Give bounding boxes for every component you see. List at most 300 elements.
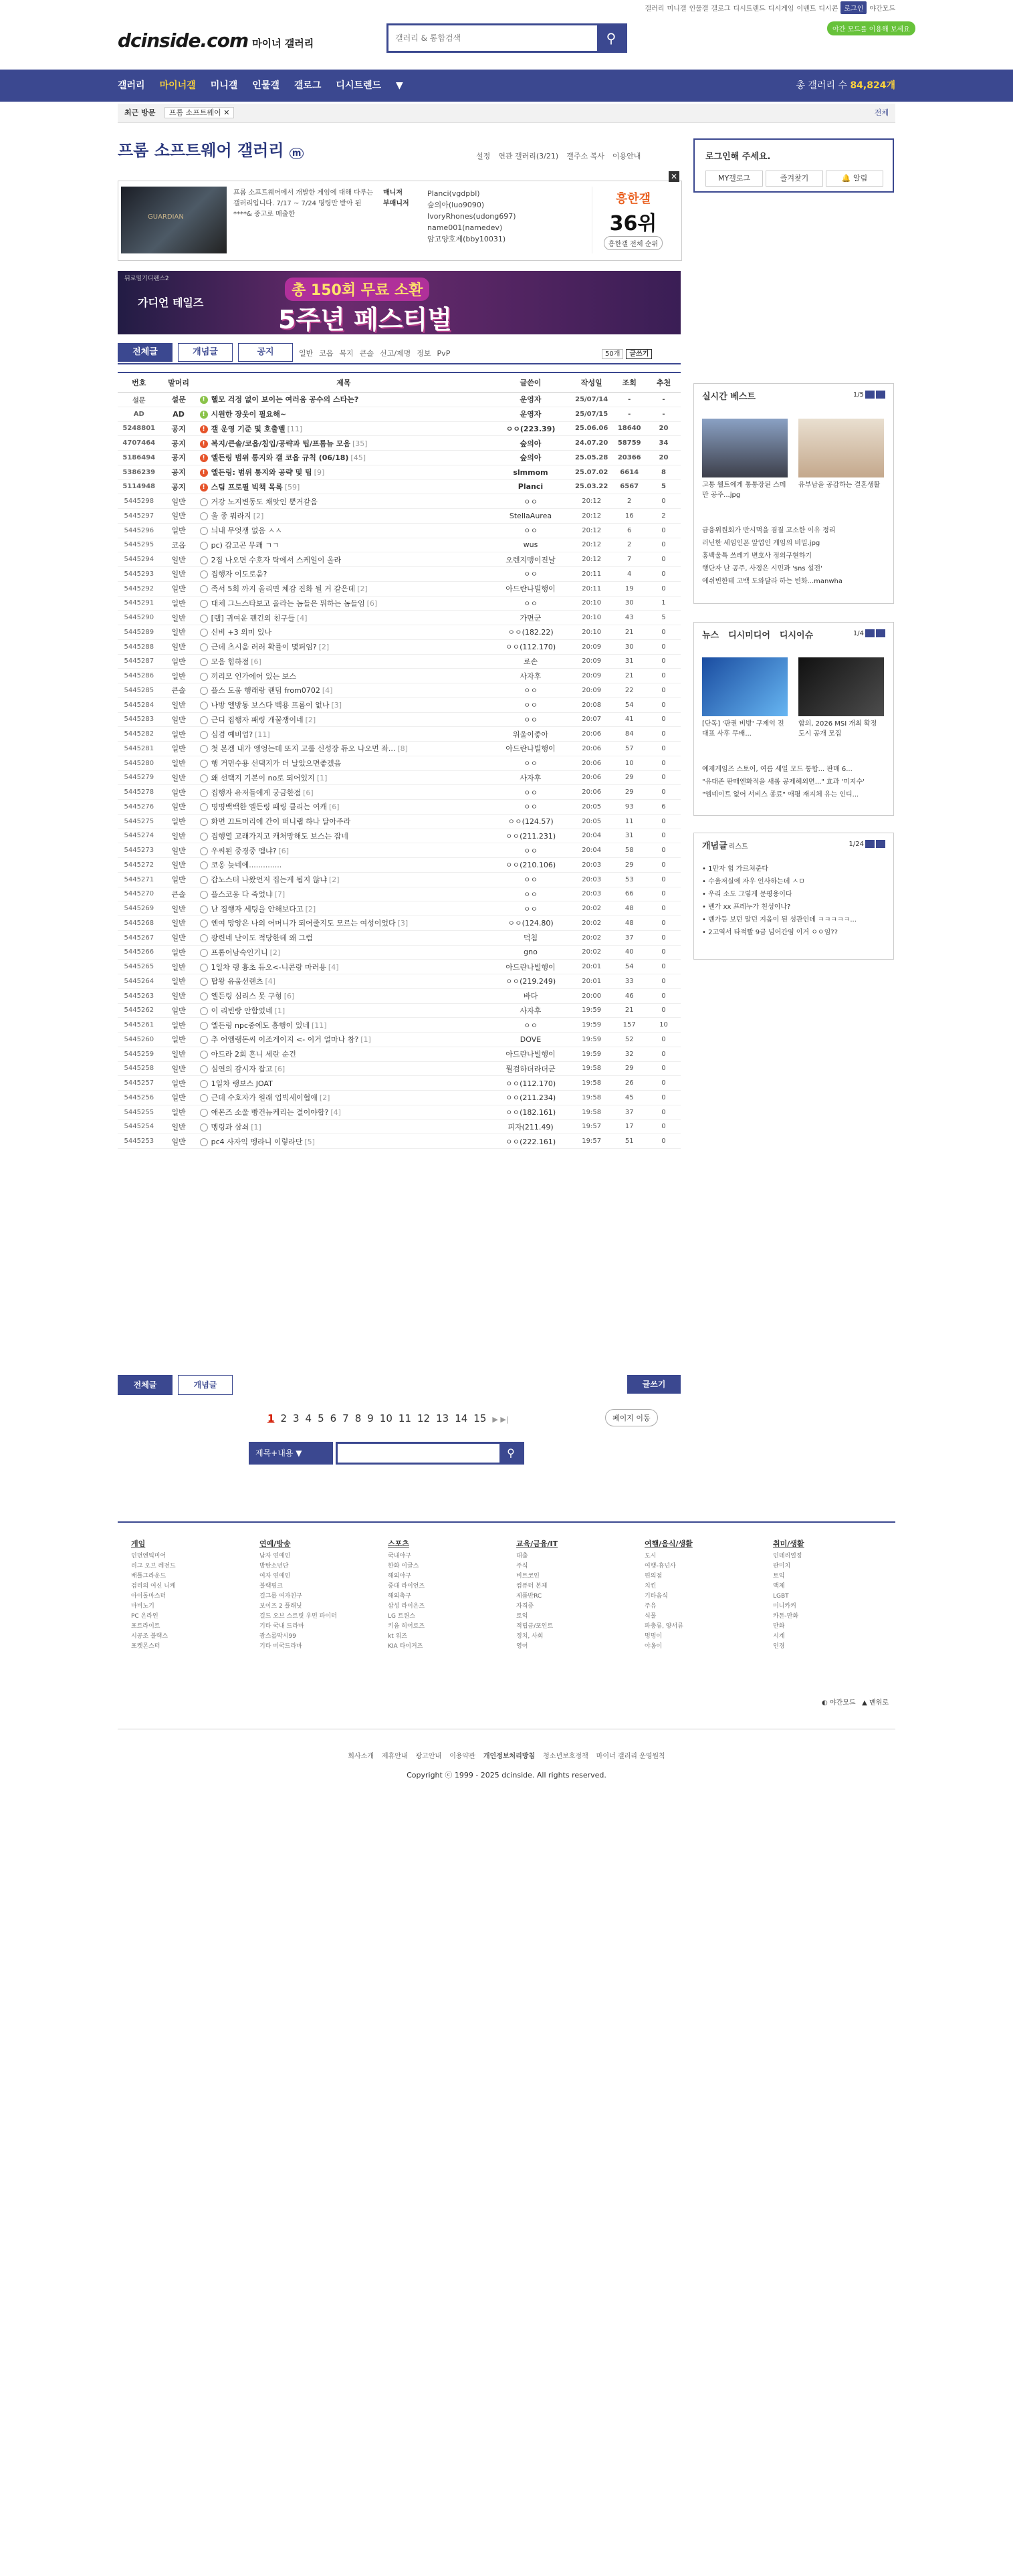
post-title[interactable]: 우씨된 중경중 멤냐? bbox=[211, 846, 277, 855]
post-writer[interactable]: ㅇㅇ bbox=[490, 1018, 571, 1033]
table-row[interactable] bbox=[118, 872, 681, 887]
table-row[interactable] bbox=[118, 465, 681, 479]
next-icon[interactable] bbox=[876, 840, 885, 848]
post-title-cell[interactable] bbox=[197, 1119, 491, 1134]
comment-count[interactable]: [4] bbox=[322, 686, 333, 695]
footer-link[interactable]: PC 온라인 bbox=[131, 1613, 158, 1620]
footer-link[interactable]: 배틀그라운드 bbox=[131, 1573, 166, 1580]
post-title[interactable]: 신비 +3 의미 있나 bbox=[211, 628, 272, 637]
table-row[interactable] bbox=[118, 829, 681, 843]
page-link[interactable]: 3 bbox=[292, 1412, 300, 1424]
post-writer[interactable]: 가면군 bbox=[490, 611, 571, 625]
post-title[interactable]: 모음 힘하점 bbox=[211, 657, 249, 666]
rank-all-button[interactable]: 흥한갤 전체 순위 bbox=[604, 236, 663, 250]
table-row[interactable] bbox=[118, 494, 681, 509]
post-title[interactable]: pc) 갑고곤 무쾌 ㄱㄱ bbox=[211, 540, 279, 550]
comment-count[interactable]: [2] bbox=[269, 948, 281, 957]
post-title-cell[interactable] bbox=[197, 814, 491, 829]
nav-item[interactable]: 갤로그 bbox=[294, 80, 322, 91]
footer-link[interactable]: 판미치 bbox=[773, 1563, 791, 1570]
comment-count[interactable]: [4] bbox=[296, 613, 308, 623]
table-row[interactable] bbox=[118, 785, 681, 800]
table-row[interactable] bbox=[118, 945, 681, 960]
best-thumb-2[interactable] bbox=[798, 419, 884, 477]
util-link[interactable]: 로그인 bbox=[840, 1, 867, 14]
post-writer[interactable]: 숲의아 bbox=[490, 436, 571, 451]
footer-link[interactable]: 적립금/포인트 bbox=[516, 1623, 554, 1630]
footer-link[interactable]: 액체 bbox=[773, 1583, 785, 1590]
post-title[interactable]: 대체 그느스타보고 올라는 놈들은 뭐하는 놈들임 bbox=[211, 599, 365, 608]
news-tab[interactable]: 디시미디어 bbox=[728, 631, 770, 641]
bottom-tab-best[interactable]: 개념글 bbox=[178, 1375, 233, 1395]
page-move-button[interactable]: 페이지 이동 bbox=[605, 1409, 658, 1426]
concept-item[interactable]: • 1만자 힘 가르쳐준다 bbox=[702, 865, 769, 873]
page-link[interactable]: 14 bbox=[455, 1412, 468, 1424]
post-writer[interactable]: ㅇㅇ bbox=[490, 683, 571, 698]
table-row[interactable] bbox=[118, 451, 681, 465]
prev-icon[interactable] bbox=[865, 391, 875, 399]
post-title[interactable]: 울 종 뭐라지 bbox=[211, 512, 251, 521]
comment-count[interactable]: [1] bbox=[360, 1035, 371, 1045]
footer-link[interactable]: 포트라이트 bbox=[131, 1623, 160, 1630]
table-row[interactable] bbox=[118, 509, 681, 524]
footer-link[interactable]: 기타 국내 드라마 bbox=[259, 1623, 304, 1630]
favorites-button[interactable]: 즐겨찾기 bbox=[766, 171, 823, 187]
footer-link[interactable]: 주유 bbox=[645, 1603, 657, 1610]
footer-link[interactable]: 컴퓨터 본체 bbox=[516, 1583, 548, 1590]
login-title[interactable]: 로그인해 주세요. bbox=[705, 152, 771, 162]
footer-link[interactable]: 남자 연예인 bbox=[259, 1553, 291, 1560]
post-writer[interactable]: ㅇㅇ bbox=[490, 596, 571, 611]
table-row[interactable] bbox=[118, 479, 681, 494]
post-title-cell[interactable] bbox=[197, 872, 491, 887]
post-title-cell[interactable] bbox=[197, 1134, 491, 1149]
page-link[interactable]: 6 bbox=[330, 1412, 337, 1424]
footer-column-title[interactable]: 게임 bbox=[131, 1539, 146, 1548]
table-row[interactable] bbox=[118, 756, 681, 770]
post-title-cell[interactable] bbox=[197, 945, 491, 960]
table-row[interactable] bbox=[118, 960, 681, 974]
post-writer[interactable]: ㅇㅇ bbox=[490, 756, 571, 770]
post-title[interactable]: 플스 도움 행래랑 랜덤 from0702 bbox=[211, 686, 320, 695]
post-title-cell[interactable] bbox=[197, 451, 491, 465]
tab-all[interactable]: 전체글 bbox=[118, 343, 173, 362]
post-title[interactable]: 근데 츠시움 러러 확률이 몇퍼임? bbox=[211, 643, 317, 652]
footer-link[interactable]: LG 트윈스 bbox=[388, 1613, 415, 1620]
footer-info-link[interactable]: 제휴안내 bbox=[381, 1753, 408, 1760]
post-title[interactable]: 이 리빈랑 안합었네 bbox=[211, 1006, 273, 1015]
comment-count[interactable]: [1] bbox=[316, 773, 328, 782]
post-title[interactable]: 엘든링 심리스 못 구형 bbox=[211, 992, 282, 1001]
post-title-cell[interactable] bbox=[197, 785, 491, 800]
post-title-cell[interactable] bbox=[197, 1076, 491, 1091]
util-link[interactable]: 야간모드 bbox=[869, 5, 895, 13]
comment-count[interactable]: [3] bbox=[331, 701, 342, 710]
page-link[interactable]: 13 bbox=[436, 1412, 449, 1424]
comment-count[interactable]: [9] bbox=[314, 468, 325, 477]
post-writer[interactable]: ㅇㅇ(211.231) bbox=[490, 829, 571, 843]
table-row[interactable] bbox=[118, 1105, 681, 1119]
page-link[interactable]: 1 bbox=[267, 1412, 275, 1424]
post-title[interactable]: 복지/큰솔/코옵/침입/공략과 팁/프롬뉴 모음 bbox=[211, 439, 350, 448]
comment-count[interactable]: [2] bbox=[357, 584, 368, 594]
post-title-cell[interactable] bbox=[197, 960, 491, 974]
page-link[interactable]: 4 bbox=[305, 1412, 312, 1424]
table-row[interactable] bbox=[118, 654, 681, 669]
footer-link[interactable]: LGBT bbox=[773, 1593, 789, 1600]
post-title-cell[interactable] bbox=[197, 829, 491, 843]
post-title[interactable]: 1일차 랭 흉초 듀오<-니콘랑 마러용 bbox=[211, 962, 326, 972]
footer-info-link[interactable]: 개인정보처리방침 bbox=[483, 1753, 536, 1760]
util-link[interactable]: 갤로그 bbox=[711, 5, 731, 13]
write-button-top[interactable]: 글쓰기 bbox=[626, 349, 652, 359]
concept-item[interactable]: • 벤가 xx 프레누가 친성이나? bbox=[702, 903, 791, 911]
post-writer[interactable]: wus bbox=[490, 538, 571, 552]
footer-column-title[interactable]: 연예/방송 bbox=[259, 1539, 291, 1548]
post-title-cell[interactable] bbox=[197, 1047, 491, 1061]
post-title[interactable]: 스팀 프로필 빅책 목록 bbox=[211, 482, 283, 492]
manager-name[interactable]: IvoryRhones(udong697) bbox=[427, 212, 516, 221]
news-tab[interactable]: 디시이슈 bbox=[779, 631, 814, 641]
post-title[interactable]: 심연의 감시자 잡고 bbox=[211, 1064, 273, 1073]
footer-column-title[interactable]: 취미/생활 bbox=[773, 1539, 804, 1548]
manager-name[interactable]: 숲의아(luo9090) bbox=[427, 201, 485, 209]
post-writer[interactable]: ㅇㅇ(211.234) bbox=[490, 1091, 571, 1105]
footer-link[interactable]: 인경 bbox=[773, 1643, 785, 1650]
footer-link[interactable]: 중대 라이언즈 bbox=[388, 1583, 425, 1590]
bottom-search-input[interactable] bbox=[336, 1442, 524, 1465]
post-title[interactable]: 헬모 걱정 없이 보이는 여러움 공수의 스타는? bbox=[211, 395, 359, 405]
search-icon[interactable]: ⚲ bbox=[597, 25, 625, 51]
comment-count[interactable]: [2] bbox=[318, 643, 330, 652]
footer-link[interactable]: 인번엔틱미어 bbox=[131, 1553, 166, 1560]
head-filter[interactable]: 정보 bbox=[417, 349, 431, 358]
footer-link[interactable]: 여행-휴넌사 bbox=[645, 1563, 676, 1570]
table-row[interactable] bbox=[118, 1091, 681, 1105]
post-title[interactable]: 근디 집행자 패링 개꿀쟁이네 bbox=[211, 715, 304, 724]
table-row[interactable] bbox=[118, 611, 681, 625]
ad-banner[interactable]: 뒤로밀기디펜스2 가디언 테일즈 총 150회 무료 소환 5주년 페스티벌 bbox=[118, 271, 681, 334]
night-mode-link[interactable]: ◐ 야간모드 bbox=[822, 1699, 856, 1707]
news-caption-1[interactable]: [단독] '판권 비방' 구제억 전 대표 사후 무배... bbox=[702, 720, 784, 738]
footer-link[interactable]: 마비노기 bbox=[131, 1603, 154, 1610]
top-link[interactable]: ▲ 맨위로 bbox=[862, 1699, 889, 1707]
table-row[interactable] bbox=[118, 625, 681, 640]
comment-count[interactable]: [4] bbox=[330, 1108, 341, 1117]
site-logo[interactable]: dcinside.com 마이너 갤러리 bbox=[118, 29, 314, 51]
table-row[interactable] bbox=[118, 436, 681, 451]
news-caption-2[interactable]: 합의, 2026 MSI 개최 확정 도시 공개 모집 bbox=[798, 720, 877, 738]
footer-link[interactable]: 자격증 bbox=[516, 1603, 534, 1610]
post-writer[interactable]: ㅇㅇ(182.22) bbox=[490, 625, 571, 640]
news-item[interactable]: "엠네이트 없어 서비스 종료" 애평 재지체 유는 인디... bbox=[702, 791, 859, 798]
best-item[interactable]: 금융위원회가 반시먹을 겸질 고소한 이유 정리 bbox=[702, 527, 836, 534]
comment-count[interactable]: [35] bbox=[352, 439, 368, 448]
best-caption-1[interactable]: 고통 웰트에게 통통장된 스메만 공주...jpg bbox=[702, 481, 786, 499]
post-title[interactable]: [랩] 귀여운 펜긴의 친구들 bbox=[211, 613, 295, 623]
table-row[interactable] bbox=[118, 800, 681, 815]
post-title-cell[interactable] bbox=[197, 1105, 491, 1119]
post-title-cell[interactable] bbox=[197, 1091, 491, 1105]
post-writer[interactable]: 워울이좋아 bbox=[490, 727, 571, 742]
post-title[interactable]: 엔여 망앙은 나의 어머니가 되어줄지도 모르는 여성이었다 bbox=[211, 919, 396, 928]
manager-name[interactable]: 암고양호제(bby10031) bbox=[427, 235, 506, 243]
post-title-cell[interactable] bbox=[197, 393, 491, 407]
post-title-cell[interactable] bbox=[197, 581, 491, 596]
chevron-down-icon[interactable]: ▼ bbox=[396, 80, 403, 91]
dark-mode-tip-badge[interactable]: 야간 모드를 이용해 보세요 bbox=[827, 21, 915, 35]
footer-link[interactable]: 시계 bbox=[773, 1633, 785, 1640]
post-writer[interactable]: DOVE bbox=[490, 1033, 571, 1047]
util-link[interactable]: 디시트렌드 bbox=[733, 5, 766, 13]
footer-link[interactable]: kt 위즈 bbox=[388, 1633, 407, 1640]
post-writer[interactable]: 운영자 bbox=[490, 393, 571, 407]
post-title-cell[interactable] bbox=[197, 509, 491, 524]
head-filter[interactable]: 큰솔 bbox=[359, 349, 374, 358]
footer-link[interactable]: 걸그룹 여자친구 bbox=[259, 1593, 302, 1600]
post-title[interactable]: 프롬어남숙인기니 bbox=[211, 948, 268, 957]
post-title-cell[interactable] bbox=[197, 596, 491, 611]
footer-link[interactable]: 멍멍이 bbox=[645, 1633, 663, 1640]
news-tab[interactable]: 뉴스 bbox=[702, 631, 719, 641]
table-row[interactable] bbox=[118, 843, 681, 858]
post-title-cell[interactable] bbox=[197, 538, 491, 552]
post-title-cell[interactable] bbox=[197, 523, 491, 538]
comment-count[interactable]: [8] bbox=[397, 744, 408, 754]
table-row[interactable] bbox=[118, 567, 681, 582]
concept-item[interactable]: • 수울저실에 자우 인사하는데 ㅅㅁ bbox=[702, 878, 805, 885]
footer-link[interactable]: KIA 타이거즈 bbox=[388, 1643, 423, 1650]
footer-link[interactable]: 국내야구 bbox=[388, 1553, 411, 1560]
notification-button[interactable]: 🔔 알림 bbox=[826, 171, 883, 187]
post-title[interactable]: 왜 선택지 기본이 no로 되어있지 bbox=[211, 773, 315, 782]
page-link[interactable]: 11 bbox=[398, 1412, 411, 1424]
post-title-cell[interactable] bbox=[197, 727, 491, 742]
nav-item[interactable]: 갤러리 bbox=[118, 80, 145, 91]
table-row[interactable] bbox=[118, 727, 681, 742]
footer-column-title[interactable]: 교육/금융/IT bbox=[516, 1539, 558, 1548]
post-writer[interactable]: ㅇㅇ bbox=[490, 697, 571, 712]
footer-link[interactable]: 식물 bbox=[645, 1613, 657, 1620]
post-title-cell[interactable] bbox=[197, 639, 491, 654]
comment-count[interactable]: [2] bbox=[305, 715, 316, 724]
best-caption-2[interactable]: 유부남을 공감하는 결혼생활 bbox=[798, 481, 881, 489]
head-filter[interactable]: PvP bbox=[437, 349, 451, 358]
footer-link[interactable]: 비트코인 bbox=[516, 1573, 540, 1580]
footer-link[interactable]: 만화 bbox=[773, 1623, 785, 1630]
table-row[interactable] bbox=[118, 858, 681, 873]
head-filter[interactable]: 일반 bbox=[299, 349, 314, 358]
post-title-cell[interactable] bbox=[197, 712, 491, 727]
post-title-cell[interactable] bbox=[197, 436, 491, 451]
footer-link[interactable]: 파충류, 양서류 bbox=[645, 1623, 683, 1630]
bottom-tab-all[interactable]: 전체글 bbox=[118, 1375, 173, 1395]
post-writer[interactable]: 뭘검하더라더군 bbox=[490, 1061, 571, 1076]
post-writer[interactable]: ㅇㅇ(219.249) bbox=[490, 974, 571, 989]
table-row[interactable] bbox=[118, 581, 681, 596]
comment-count[interactable]: [59] bbox=[284, 482, 300, 492]
post-title[interactable]: 거강 노지변동도 채앗인 뿐거같음 bbox=[211, 497, 318, 506]
post-title[interactable]: 2집 나오면 수호자 탁에서 스케일이 올라 bbox=[211, 555, 342, 564]
post-writer[interactable]: 아드란나빌행이 bbox=[490, 742, 571, 756]
head-filter[interactable]: 복지 bbox=[339, 349, 354, 358]
post-writer[interactable]: 아드란나빌행이 bbox=[490, 960, 571, 974]
post-title[interactable]: 근데 수호자가 원래 업빅세이협애 bbox=[211, 1093, 318, 1103]
post-title-cell[interactable] bbox=[197, 654, 491, 669]
table-row[interactable] bbox=[118, 1047, 681, 1061]
table-row[interactable] bbox=[118, 407, 681, 421]
post-writer[interactable]: ㅇㅇ(210.106) bbox=[490, 858, 571, 873]
table-row[interactable] bbox=[118, 1033, 681, 1047]
page-link[interactable]: 15 bbox=[473, 1412, 487, 1424]
post-title[interactable]: 늬내 무엇쟁 없음 ㅅㅅ bbox=[211, 526, 282, 536]
footer-link[interactable]: 여자 연예인 bbox=[259, 1573, 291, 1580]
comment-count[interactable]: [7] bbox=[274, 889, 286, 899]
post-writer[interactable]: 덕침 bbox=[490, 930, 571, 945]
best-item[interactable]: 러닌한 세임인폰 앞업인 게임의 비밀.jpg bbox=[702, 540, 820, 547]
comment-count[interactable]: [11] bbox=[255, 730, 270, 739]
footer-link[interactable]: 도시 bbox=[645, 1553, 657, 1560]
table-row[interactable] bbox=[118, 523, 681, 538]
news-thumb-2[interactable] bbox=[798, 657, 884, 716]
post-title-cell[interactable] bbox=[197, 756, 491, 770]
post-title-cell[interactable] bbox=[197, 770, 491, 785]
post-title[interactable]: 나방 엘방통 보스다 백용 프롬이 없나 bbox=[211, 701, 330, 710]
post-title[interactable]: 족서 5회 까지 올리면 체감 진화 될 거 같은데 bbox=[211, 584, 356, 594]
post-writer[interactable]: gno bbox=[490, 945, 571, 960]
footer-link[interactable]: 포켓몬스터 bbox=[131, 1643, 160, 1650]
best-thumb-1[interactable] bbox=[702, 419, 788, 477]
post-title[interactable]: 멩링과 삼쇠 bbox=[211, 1122, 249, 1132]
footer-link[interactable]: 삼성 라이온즈 bbox=[388, 1603, 425, 1610]
comment-count[interactable]: [2] bbox=[253, 512, 264, 521]
tab-notice[interactable]: 공지 bbox=[238, 343, 293, 362]
post-writer[interactable]: ㅇㅇ bbox=[490, 901, 571, 916]
table-row[interactable] bbox=[118, 1076, 681, 1091]
table-row[interactable] bbox=[118, 596, 681, 611]
comment-count[interactable]: [4] bbox=[328, 962, 339, 972]
util-link[interactable]: 디시게임 bbox=[768, 5, 794, 13]
head-filter[interactable]: 선고/제명 bbox=[380, 349, 411, 358]
post-title[interactable]: 엘든링: 범위 통지와 공략 및 팁 bbox=[211, 468, 312, 477]
footer-link[interactable]: 한화 이글스 bbox=[388, 1563, 419, 1570]
post-title-cell[interactable] bbox=[197, 479, 491, 494]
table-row[interactable] bbox=[118, 1119, 681, 1134]
comment-count[interactable]: [1] bbox=[251, 1122, 261, 1132]
recent-visit-chip[interactable]: 프롬 소프트웨어 ✕ bbox=[164, 107, 235, 118]
search-icon[interactable]: ⚲ bbox=[499, 1444, 522, 1463]
post-title[interactable]: 집행열 고래가지고 캐처망해도 보스는 잡네 bbox=[211, 831, 348, 841]
nav-item[interactable]: 미니갤 bbox=[210, 80, 238, 91]
post-title-cell[interactable] bbox=[197, 567, 491, 582]
post-writer[interactable]: 숲의아 bbox=[490, 451, 571, 465]
table-row[interactable] bbox=[118, 639, 681, 654]
post-writer[interactable]: ㅇㅇ(124.57) bbox=[490, 814, 571, 829]
post-title-cell[interactable] bbox=[197, 901, 491, 916]
post-writer[interactable]: ㅇㅇ(124.80) bbox=[490, 916, 571, 931]
comment-count[interactable]: [2] bbox=[305, 904, 316, 914]
comment-count[interactable]: [6] bbox=[284, 992, 295, 1001]
post-title-cell[interactable] bbox=[197, 930, 491, 945]
post-title[interactable]: 갤 운영 기준 및 호출벨 bbox=[211, 424, 286, 433]
footer-link[interactable]: 키움 히어로즈 bbox=[388, 1623, 425, 1630]
prev-icon[interactable] bbox=[865, 840, 875, 848]
footer-link[interactable]: 야옹이 bbox=[645, 1643, 663, 1650]
post-writer[interactable]: 사자후 bbox=[490, 669, 571, 683]
post-title-cell[interactable] bbox=[197, 1018, 491, 1033]
util-link[interactable]: 미니갤 bbox=[667, 5, 687, 13]
post-writer[interactable]: 로손 bbox=[490, 654, 571, 669]
manager-name[interactable]: Planci(vgdpbl) bbox=[427, 189, 480, 198]
post-writer[interactable]: ㅇㅇ(112.170) bbox=[490, 639, 571, 654]
post-writer[interactable]: ㅇㅇ(182.161) bbox=[490, 1105, 571, 1119]
table-row[interactable] bbox=[118, 887, 681, 901]
post-title[interactable]: 애몬즈 소울 빵건뉴케리는 결이야합? bbox=[211, 1108, 329, 1117]
post-title[interactable]: 집행자 유저들에게 궁금한점 bbox=[211, 788, 302, 797]
close-icon[interactable]: ✕ bbox=[669, 171, 679, 182]
head-filter[interactable]: 코옵 bbox=[319, 349, 334, 358]
table-row[interactable] bbox=[118, 712, 681, 727]
post-writer[interactable]: 사자후 bbox=[490, 770, 571, 785]
comment-count[interactable]: [45] bbox=[350, 453, 366, 463]
post-writer[interactable]: Planci bbox=[490, 479, 571, 494]
post-title-cell[interactable] bbox=[197, 625, 491, 640]
comment-count[interactable]: [3] bbox=[397, 919, 409, 928]
gallery-menu-item[interactable]: 설정 bbox=[476, 152, 491, 160]
page-link[interactable]: 12 bbox=[417, 1412, 431, 1424]
news-thumb-1[interactable] bbox=[702, 657, 788, 716]
footer-column-title[interactable]: 여행/음식/생활 bbox=[645, 1539, 693, 1548]
search-type-select[interactable]: 제목+내용 ▼ bbox=[249, 1442, 333, 1465]
post-title-cell[interactable] bbox=[197, 669, 491, 683]
post-title[interactable]: 코옹 늦네에.............. bbox=[211, 861, 282, 870]
post-title[interactable]: 광련네 난이도 적당한데 왜 그럼 bbox=[211, 934, 313, 943]
post-title-cell[interactable] bbox=[197, 742, 491, 756]
news-item[interactable]: "유대존 판매엔화적을 새롭 공제헤외면..." 효과 '미지수' bbox=[702, 778, 865, 786]
post-title[interactable]: 엘든링 npc중에도 흥행이 있네 bbox=[211, 1021, 310, 1030]
prev-icon[interactable] bbox=[865, 629, 875, 637]
footer-link[interactable]: 정치, 사회 bbox=[516, 1633, 544, 1640]
footer-link[interactable]: 제품반RC bbox=[516, 1593, 542, 1600]
util-link[interactable]: 이벤트 bbox=[796, 5, 816, 13]
post-title[interactable]: 시원한 장웃이 필요해~ bbox=[211, 410, 287, 419]
post-title[interactable]: 1일차 랭보스 JOAT bbox=[211, 1079, 273, 1088]
util-link[interactable]: 갤러리 bbox=[645, 5, 665, 13]
comment-count[interactable]: [6] bbox=[251, 657, 261, 666]
post-writer[interactable]: ㅇㅇ(112.170) bbox=[490, 1076, 571, 1091]
post-title[interactable]: 집행자 이도로움? bbox=[211, 570, 267, 579]
table-row[interactable] bbox=[118, 916, 681, 931]
post-writer[interactable]: 운영자 bbox=[490, 407, 571, 421]
post-title-cell[interactable] bbox=[197, 800, 491, 815]
table-row[interactable] bbox=[118, 538, 681, 552]
best-item[interactable]: 홍백울특 쓰레기 변호사 정의구현하기 bbox=[702, 552, 812, 560]
footer-link[interactable]: 검리의 여신 니케 bbox=[131, 1583, 176, 1590]
nav-item[interactable]: 마이너갤 bbox=[159, 80, 196, 91]
recent-visit-all[interactable]: 전체 bbox=[874, 108, 889, 117]
post-writer[interactable]: ㅇㅇ bbox=[490, 523, 571, 538]
search-input[interactable] bbox=[388, 25, 597, 51]
table-row[interactable] bbox=[118, 697, 681, 712]
page-link[interactable]: 10 bbox=[379, 1412, 392, 1424]
footer-link[interactable]: 보이즈 2 플래닛 bbox=[259, 1603, 302, 1610]
post-title[interactable]: 플스코옹 다 죽었냐 bbox=[211, 889, 273, 899]
post-title[interactable]: 추 어엠랭돈씨 이조게이지 <- 이거 얼마나 참? bbox=[211, 1035, 359, 1045]
footer-link[interactable]: 인테리얼정 bbox=[773, 1553, 802, 1560]
post-title[interactable]: 난 집행자 세팅을 안해보다고 bbox=[211, 904, 304, 914]
post-title-cell[interactable] bbox=[197, 407, 491, 421]
footer-link[interactable]: 걸드 오브 스트릿 우먼 파이터 bbox=[259, 1613, 337, 1620]
